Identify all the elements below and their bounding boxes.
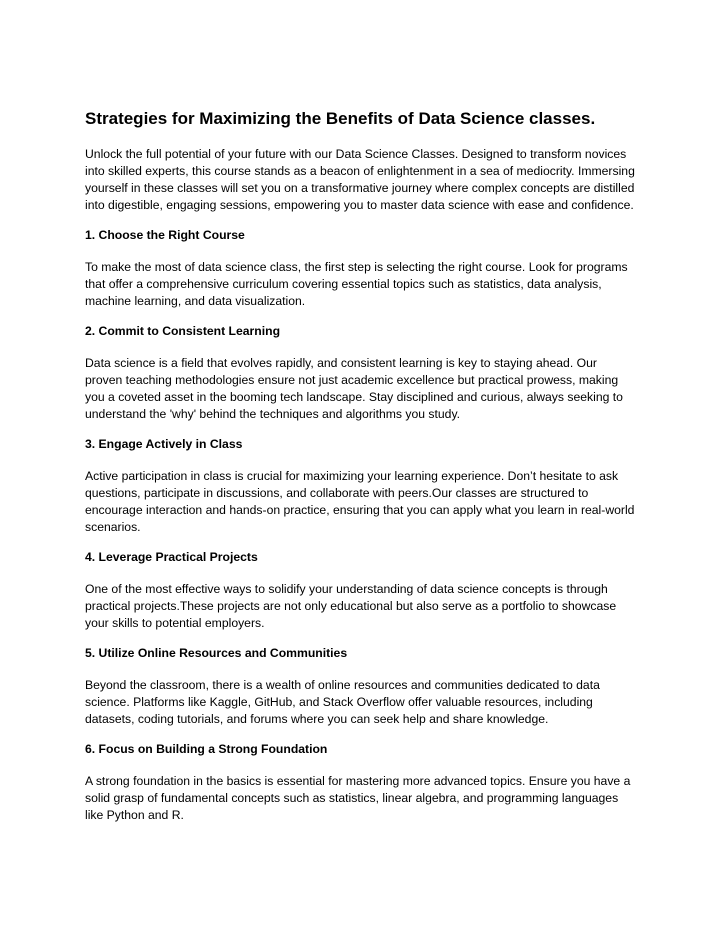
section-consistent-learning xyxy=(85,323,720,423)
section-paragraph: Active participation in class is crucial for maximizing your learning experience. Don’t hesitate to ask questions, participate in discussions, and collaborate with peers.Our classes are structured to encourage interaction and hands-on practice, ensuring that you can apply what you learn in real-world scenarios. xyxy=(85,469,635,534)
section-heading: 2. Commit to Consistent Learning xyxy=(85,324,281,338)
document-title: Strategies for Maximizing the Benefits of Data Science classes. xyxy=(85,109,596,128)
section-heading: 1. Choose the Right Course xyxy=(85,228,245,242)
section-online-resources xyxy=(85,645,720,728)
section-heading: 4. Leverage Practical Projects xyxy=(85,550,258,564)
section-choose-course xyxy=(85,227,720,310)
section-paragraph: One of the most effective ways to solidify your understanding of data science concepts is through practical projects.These projects are not only educational but also serve as a portfolio to showcase your skills to potential employers. xyxy=(85,582,617,630)
section-practical-projects xyxy=(85,549,720,632)
section-engage-actively xyxy=(85,436,720,536)
section-paragraph: To make the most of data science class, the first step is selecting the right course. Look for programs that offer a comprehensive curriculum covering essential topics such as statistics, data analysis, machine learning, and data visualization. xyxy=(85,260,628,308)
section-heading: 3. Engage Actively in Class xyxy=(85,437,243,451)
section-paragraph: Data science is a field that evolves rapidly, and consistent learning is key to staying ahead. Our proven teaching methodologies ensure not just academic excellence but practical prowess, making you a coveted asset in the booming tech landscape. Stay disciplined and curious, always seeking to understand the 'why' behind the techniques and algorithms you study. xyxy=(85,356,623,421)
section-paragraph: A strong foundation in the basics is essential for mastering more advanced topics. Ensure you have a solid grasp of fundamental concepts such as statistics, linear algebra, and programming languages like Python and R. xyxy=(85,774,631,822)
section-paragraph: Beyond the classroom, there is a wealth of online resources and communities dedicated to data science. Platforms like Kaggle, GitHub, and Stack Overflow offer valuable resources, including datasets, coding tutorials, and forums where you can seek help and share knowledge. xyxy=(85,678,600,726)
section-heading: 5. Utilize Online Resources and Communities xyxy=(85,646,348,660)
section-strong-foundation xyxy=(85,741,720,824)
section-heading: 6. Focus on Building a Strong Foundation xyxy=(85,742,328,756)
intro-paragraph: Unlock the full potential of your future with our Data Science Classes. Designed to transform novices into skilled experts, this course stands as a beacon of enlightenment in a sea of mediocrity. Immersing yourself in these classes will set you on a transformative journey where complex concepts are distilled into digestible, engaging sessions, empowering you to master data science with ease and confidence. xyxy=(85,147,635,212)
